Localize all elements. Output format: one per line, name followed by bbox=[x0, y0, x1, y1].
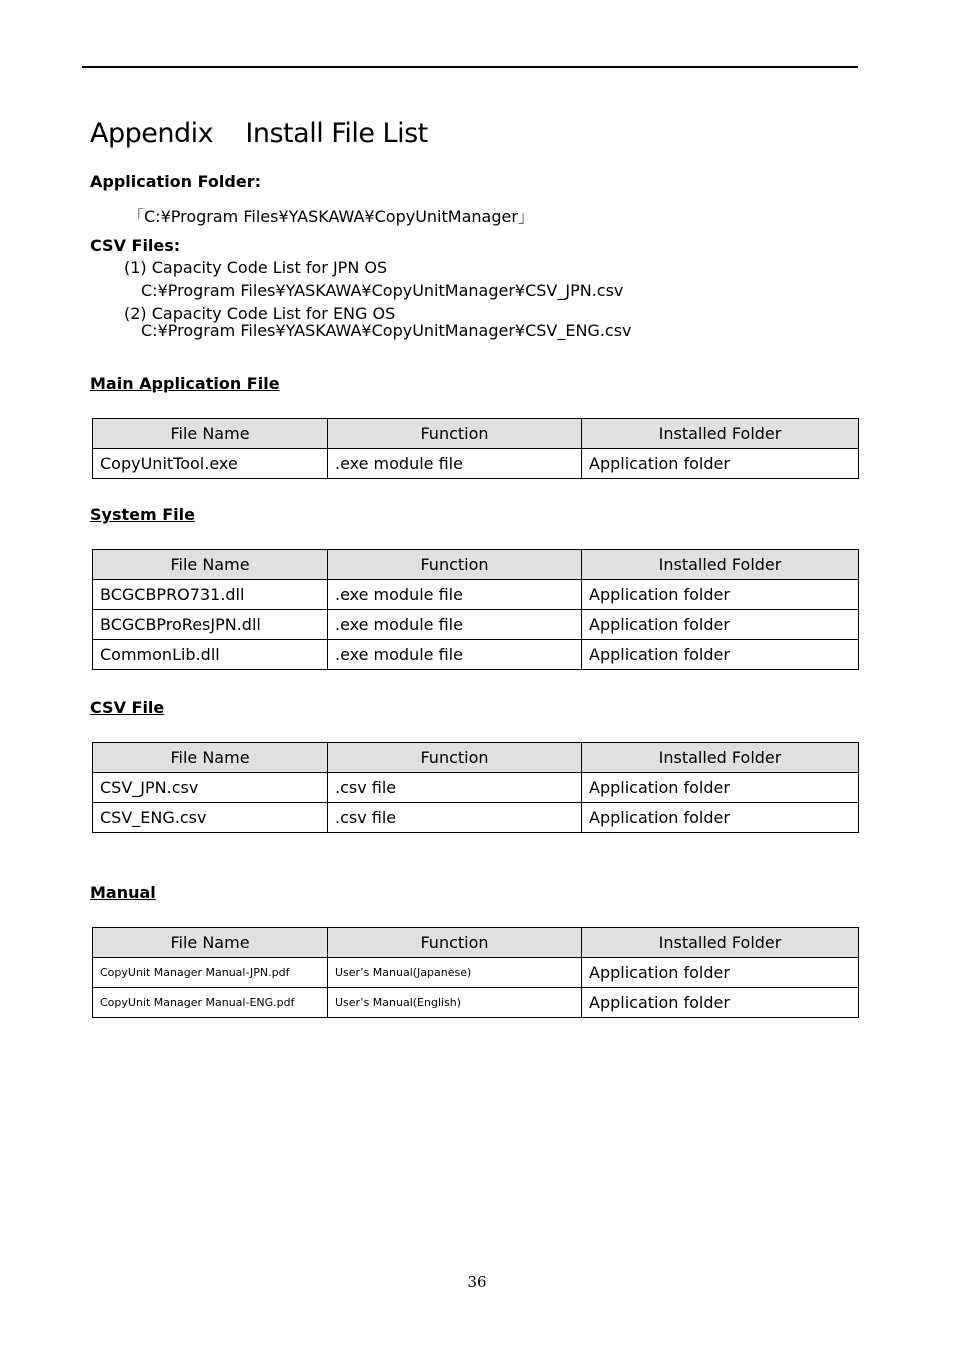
csv-files-label: CSV Files: bbox=[90, 236, 181, 255]
table-row bbox=[93, 988, 859, 1018]
main-application-table bbox=[92, 418, 859, 479]
page-title: Appendix Install File List bbox=[90, 118, 428, 149]
table-row bbox=[93, 773, 859, 803]
cell-installed-folder: Application folder bbox=[582, 958, 859, 988]
table-row bbox=[93, 803, 859, 833]
header-installed-folder: Installed Folder bbox=[582, 550, 859, 580]
cell-file-name: CopyUnit Manager Manual-JPN.pdf bbox=[93, 958, 328, 988]
cell-function: User’s Manual(English) bbox=[328, 988, 582, 1018]
table-row bbox=[93, 580, 859, 610]
application-folder-path: 「C:¥Program Files¥YASKAWA¥CopyUnitManager」 bbox=[128, 207, 534, 226]
cell-installed-folder: Application folder bbox=[582, 988, 859, 1018]
csv-file-2-path: C:¥Program Files¥YASKAWA¥CopyUnitManager¥CSV_ENG.csv bbox=[141, 321, 632, 340]
system-file-heading: System File bbox=[90, 505, 195, 524]
cell-file-name: BCGCBPRO731.dll bbox=[93, 580, 328, 610]
csv-file-2-title: (2) Capacity Code List for ENG OS bbox=[124, 304, 396, 323]
cell-function: .csv file bbox=[328, 773, 582, 803]
cell-installed-folder: Application folder bbox=[582, 580, 859, 610]
cell-file-name: CSV_JPN.csv bbox=[93, 773, 328, 803]
table-row bbox=[93, 449, 859, 479]
cell-function: .exe module file bbox=[328, 580, 582, 610]
header-function: Function bbox=[328, 419, 582, 449]
table-header-row bbox=[93, 550, 859, 580]
cell-installed-folder: Application folder bbox=[582, 610, 859, 640]
manual-table bbox=[92, 927, 859, 1018]
cell-installed-folder: Application folder bbox=[582, 773, 859, 803]
table-header-row bbox=[93, 743, 859, 773]
cell-file-name: CopyUnitTool.exe bbox=[93, 449, 328, 479]
table-row bbox=[93, 958, 859, 988]
csv-file-table bbox=[92, 742, 859, 833]
page-number: 36 bbox=[467, 1273, 487, 1291]
application-folder-label: Application Folder: bbox=[90, 172, 261, 191]
cell-installed-folder: Application folder bbox=[582, 640, 859, 670]
cell-installed-folder: Application folder bbox=[582, 803, 859, 833]
header-installed-folder: Installed Folder bbox=[582, 928, 859, 958]
system-file-table bbox=[92, 549, 859, 670]
csv-file-1-title: (1) Capacity Code List for JPN OS bbox=[124, 258, 388, 277]
cell-file-name: BCGCBProResJPN.dll bbox=[93, 610, 328, 640]
cell-file-name: CSV_ENG.csv bbox=[93, 803, 328, 833]
cell-file-name: CopyUnit Manager Manual-ENG.pdf bbox=[93, 988, 328, 1018]
cell-installed-folder: Application folder bbox=[582, 449, 859, 479]
header-function: Function bbox=[328, 550, 582, 580]
main-application-heading: Main Application File bbox=[90, 374, 280, 393]
table-header-row bbox=[93, 928, 859, 958]
header-installed-folder: Installed Folder bbox=[582, 419, 859, 449]
manual-heading: Manual bbox=[90, 883, 156, 902]
cell-function: .csv file bbox=[328, 803, 582, 833]
csv-file-heading: CSV File bbox=[90, 698, 165, 717]
cell-function: .exe module file bbox=[328, 640, 582, 670]
cell-file-name: CommonLib.dll bbox=[93, 640, 328, 670]
header-function: Function bbox=[328, 743, 582, 773]
table-header-row bbox=[93, 419, 859, 449]
header-function: Function bbox=[328, 928, 582, 958]
table-row bbox=[93, 610, 859, 640]
header-installed-folder: Installed Folder bbox=[582, 743, 859, 773]
header-file-name: File Name bbox=[93, 419, 328, 449]
header-rule bbox=[82, 66, 858, 68]
header-file-name: File Name bbox=[93, 928, 328, 958]
header-file-name: File Name bbox=[93, 550, 328, 580]
cell-function: .exe module file bbox=[328, 449, 582, 479]
header-file-name: File Name bbox=[93, 743, 328, 773]
table-row bbox=[93, 640, 859, 670]
cell-function: .exe module file bbox=[328, 610, 582, 640]
cell-function: User’s Manual(Japanese) bbox=[328, 958, 582, 988]
csv-file-1-path: C:¥Program Files¥YASKAWA¥CopyUnitManager¥CSV_JPN.csv bbox=[141, 281, 624, 300]
